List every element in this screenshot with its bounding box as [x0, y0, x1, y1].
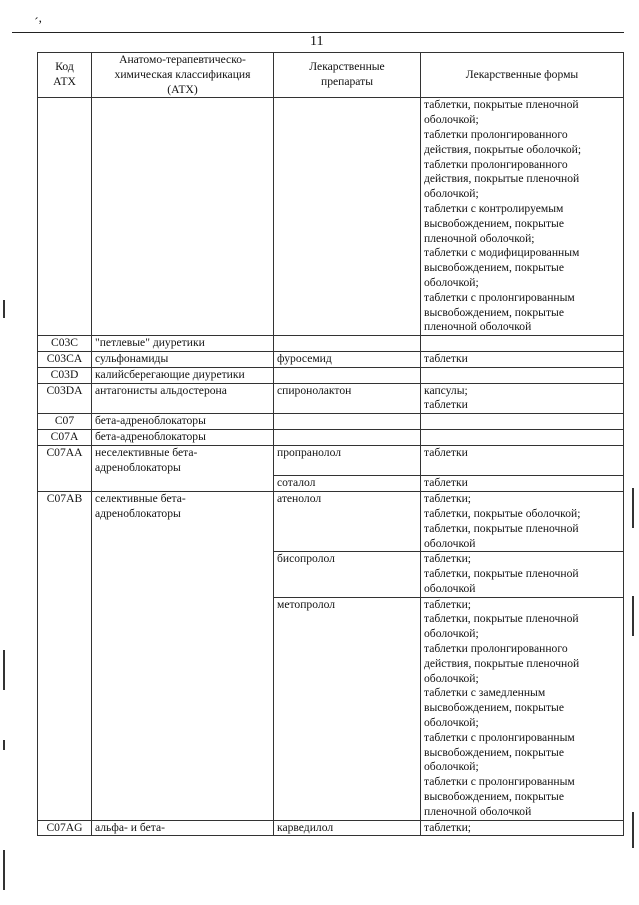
cell-line: Лекарственные формы [465, 67, 579, 81]
cell-line: таблетки, покрытые пленочной [424, 98, 579, 112]
cell-line: C03CA [46, 351, 83, 365]
cell-line: спиронолактон [277, 383, 352, 397]
classification-cell [92, 414, 274, 430]
cell-line: капсулы; [424, 383, 468, 397]
scan-mark [3, 300, 5, 318]
cell-line: таблетки пролонгированного [424, 127, 568, 141]
corner-mark: ́’ [38, 17, 43, 32]
cell-line: высвобождением, покрытые [424, 745, 564, 759]
cell-line: таблетки, покрытые пленочной [424, 567, 579, 581]
cell-line: химическая классификация [114, 67, 251, 81]
cell-line: таблетки пролонгированного [424, 157, 568, 171]
drug-cell [274, 429, 421, 445]
cell-line: оболочкой [424, 581, 476, 595]
atc-code-cell [38, 429, 92, 445]
cell-line: неселективные бета- [95, 445, 198, 459]
cell-line: адреноблокаторы [95, 506, 181, 520]
atc-table [37, 52, 624, 836]
atc-code-cell [38, 351, 92, 367]
cell-line: атенолол [277, 492, 322, 506]
table-row [38, 351, 624, 367]
table-row [38, 429, 624, 445]
cell-line: Код [55, 60, 74, 74]
cell-line: пленочной оболочкой [424, 804, 532, 818]
cell-line: препараты [321, 75, 373, 89]
dosage-form-cell [421, 383, 624, 414]
dosage-form-cell [421, 429, 624, 445]
cell-line: таблетки с контролируемым [424, 201, 564, 215]
cell-line [424, 461, 620, 476]
drug-cell [274, 414, 421, 430]
cell-line: таблетки; [424, 597, 472, 611]
drug-cell [274, 367, 421, 383]
drug-cell [274, 597, 421, 820]
dosage-form-cell [421, 445, 624, 476]
classification-cell [92, 367, 274, 383]
table-row [38, 445, 624, 476]
cell-line: антагонисты альдостерона [95, 383, 227, 397]
atc-code-cell [38, 414, 92, 430]
scan-mark [3, 850, 5, 890]
cell-line: высвобождением, покрытые [424, 216, 564, 230]
cell-line: "петлевые" диуретики [95, 336, 205, 350]
cell-line: высвобождением, покрытые [424, 790, 564, 804]
cell-line: пленочной оболочкой; [424, 231, 535, 245]
cell-line: таблетки с замедленным [424, 686, 546, 700]
scan-mark [3, 740, 5, 750]
dosage-form-cell [421, 492, 624, 552]
cell-line: C07A [50, 429, 79, 443]
table-row [38, 383, 624, 414]
cell-line: C03C [50, 336, 79, 350]
cell-line: соталол [277, 476, 316, 490]
cell-line: C03D [50, 367, 79, 381]
cell-line: таблетки с пролонгированным [424, 730, 575, 744]
cell-line: таблетки с модифицированным [424, 246, 580, 260]
cell-line: селективные бета- [95, 492, 186, 506]
cell-line: Анатомо-терапевтическо- [119, 53, 246, 66]
cell-line: действия, покрытые оболочкой; [424, 142, 582, 156]
classification-cell [92, 820, 274, 836]
dosage-form-cell [421, 597, 624, 820]
drug-cell [274, 98, 421, 336]
classification-cell [92, 98, 274, 336]
cell-line: бета-адреноблокаторы [95, 429, 206, 443]
classification-cell [92, 383, 274, 414]
cell-line: таблетки, покрытые пленочной [424, 612, 579, 626]
cell-line: таблетки, покрытые оболочкой; [424, 506, 581, 520]
cell-line: таблетки [424, 445, 468, 459]
cell-line: таблетки [424, 351, 468, 365]
cell-line: оболочкой; [424, 275, 479, 289]
cell-line: таблетки [424, 476, 468, 490]
cell-line: оболочкой; [424, 113, 479, 127]
classification-cell [92, 445, 274, 491]
dosage-form-cell [421, 476, 624, 492]
table-row [38, 367, 624, 383]
cell-line: карведилол [277, 820, 334, 834]
dosage-form-cell [421, 351, 624, 367]
classification-cell [92, 351, 274, 367]
cell-line: АТХ [53, 75, 76, 89]
cell-line: бета-адреноблокаторы [95, 414, 206, 428]
page-number: 11 [310, 34, 324, 49]
classification-cell [92, 492, 274, 821]
cell-line: C07AA [46, 445, 83, 459]
header-classification [92, 53, 274, 98]
cell-line: таблетки с пролонгированным [424, 775, 575, 789]
cell-line: таблетки с пролонгированным [424, 290, 575, 304]
cell-line: адреноблокаторы [95, 460, 181, 474]
cell-line: метопролол [277, 597, 336, 611]
cell-line: таблетки пролонгированного [424, 642, 568, 656]
scan-mark [632, 488, 634, 528]
table-header-row [38, 53, 624, 98]
scan-mark [632, 812, 634, 848]
cell-line: оболочкой; [424, 716, 479, 730]
cell-line: C03DA [46, 383, 83, 397]
cell-line: оболочкой; [424, 671, 479, 685]
dosage-form-cell [421, 336, 624, 352]
atc-code-cell [38, 383, 92, 414]
cell-line: оболочкой [424, 536, 476, 550]
drug-cell [274, 820, 421, 836]
cell-line: высвобождением, покрытые [424, 261, 564, 275]
cell-line: C07AB [46, 492, 83, 506]
table-row [38, 98, 624, 336]
cell-line: действия, покрытые пленочной [424, 172, 580, 186]
cell-line: таблетки; [424, 492, 472, 506]
cell-line: C07 [54, 414, 75, 428]
scan-mark [632, 596, 634, 636]
cell-line: (АТХ) [167, 82, 198, 96]
classification-cell [92, 429, 274, 445]
header-drugs [274, 53, 421, 98]
drug-cell [274, 476, 421, 492]
table-row [38, 414, 624, 430]
drug-cell [274, 552, 421, 597]
cell-line: сульфонамиды [95, 351, 169, 365]
dosage-form-cell [421, 820, 624, 836]
cell-line: Лекарственные [309, 60, 385, 74]
dosage-form-cell [421, 98, 624, 336]
table-row [38, 492, 624, 552]
atc-code-cell [38, 820, 92, 836]
cell-line: таблетки; [424, 552, 472, 566]
atc-code-cell [38, 492, 92, 821]
scan-mark [3, 650, 5, 690]
cell-line: C07AG [46, 820, 83, 834]
drug-cell [274, 492, 421, 552]
dosage-form-cell [421, 552, 624, 597]
header-forms [421, 53, 624, 98]
cell-line: действия, покрытые пленочной [424, 656, 580, 670]
cell-line: альфа- и бета- [95, 820, 165, 834]
cell-line: бисопролол [277, 552, 335, 566]
drug-cell [274, 445, 421, 476]
classification-cell [92, 336, 274, 352]
atc-code-cell [38, 367, 92, 383]
cell-line: оболочкой; [424, 627, 479, 641]
drug-cell [274, 351, 421, 367]
header-code [38, 53, 92, 98]
header-rule [12, 32, 624, 33]
cell-line: фуросемид [277, 351, 332, 365]
dosage-form-cell [421, 414, 624, 430]
table-row [38, 336, 624, 352]
cell-line: пропранолол [277, 445, 342, 459]
cell-line: высвобождением, покрытые [424, 305, 564, 319]
atc-code-cell [38, 445, 92, 491]
cell-line: оболочкой; [424, 187, 479, 201]
atc-code-cell [38, 336, 92, 352]
cell-line: таблетки; [424, 820, 472, 834]
cell-line: калийсберегающие диуретики [95, 367, 245, 381]
cell-line: таблетки [424, 398, 468, 412]
table-row [38, 820, 624, 836]
drug-cell [274, 336, 421, 352]
dosage-form-cell [421, 367, 624, 383]
cell-line: пленочной оболочкой [424, 320, 532, 334]
cell-line: оболочкой; [424, 760, 479, 774]
drug-cell [274, 383, 421, 414]
cell-line: таблетки, покрытые пленочной [424, 521, 579, 535]
atc-code-cell [38, 98, 92, 336]
cell-line: высвобождением, покрытые [424, 701, 564, 715]
